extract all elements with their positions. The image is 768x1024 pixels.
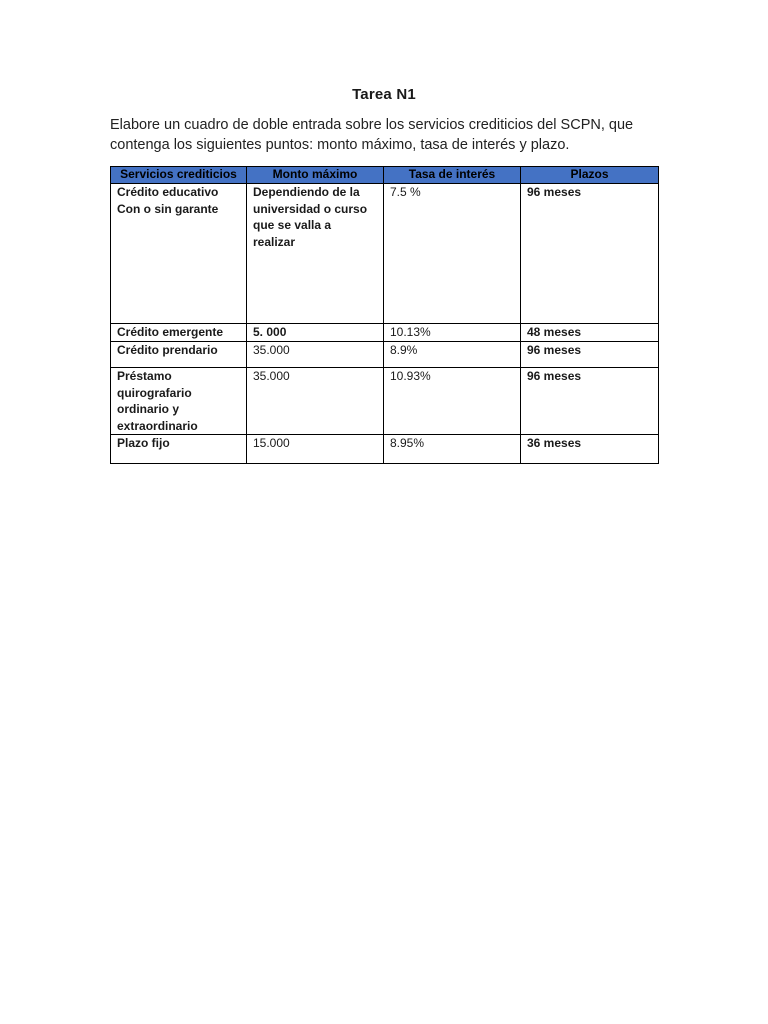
table-row bbox=[111, 184, 659, 324]
amount-cell: 15.000 bbox=[247, 435, 384, 464]
table-row bbox=[111, 324, 659, 342]
service-cell: Crédito prendario bbox=[111, 342, 247, 368]
credit-services-table bbox=[110, 166, 659, 464]
amount-cell: 35.000 bbox=[247, 368, 384, 435]
table-row bbox=[111, 342, 659, 368]
service-cell: Crédito emergente bbox=[111, 324, 247, 342]
table-row bbox=[111, 435, 659, 464]
table-header-row bbox=[111, 167, 659, 184]
service-cell: Plazo fijo bbox=[111, 435, 247, 464]
rate-cell: 10.13% bbox=[384, 324, 521, 342]
document-title: Tarea N1 bbox=[352, 86, 416, 103]
service-cell: Crédito educativo Con o sin garante bbox=[111, 184, 247, 324]
intro-paragraph: Elabore un cuadro de doble entrada sobre los servicios crediticios del SCPN, que contenga los siguientes puntos: monto máximo, tasa de interés y plazo. bbox=[110, 117, 634, 153]
rate-cell: 10.93% bbox=[384, 368, 521, 435]
header-plazos: Plazos bbox=[521, 167, 659, 184]
header-monto: Monto máximo bbox=[247, 167, 384, 184]
rate-cell: 8.9% bbox=[384, 342, 521, 368]
amount-cell: Dependiendo de la universidad o curso que se valla a realizar bbox=[247, 184, 384, 324]
rate-cell: 7.5 % bbox=[384, 184, 521, 324]
header-servicios: Servicios crediticios bbox=[111, 167, 247, 184]
term-cell: 96 meses bbox=[521, 368, 659, 435]
header-tasa: Tasa de interés bbox=[384, 167, 521, 184]
term-cell: 96 meses bbox=[521, 342, 659, 368]
term-cell: 96 meses bbox=[521, 184, 659, 324]
table-row bbox=[111, 368, 659, 435]
rate-cell: 8.95% bbox=[384, 435, 521, 464]
service-cell: Préstamo quirografario ordinario y extraordinario bbox=[111, 368, 247, 435]
term-cell: 48 meses bbox=[521, 324, 659, 342]
amount-cell: 35.000 bbox=[247, 342, 384, 368]
term-cell: 36 meses bbox=[521, 435, 659, 464]
amount-cell: 5. 000 bbox=[247, 324, 384, 342]
